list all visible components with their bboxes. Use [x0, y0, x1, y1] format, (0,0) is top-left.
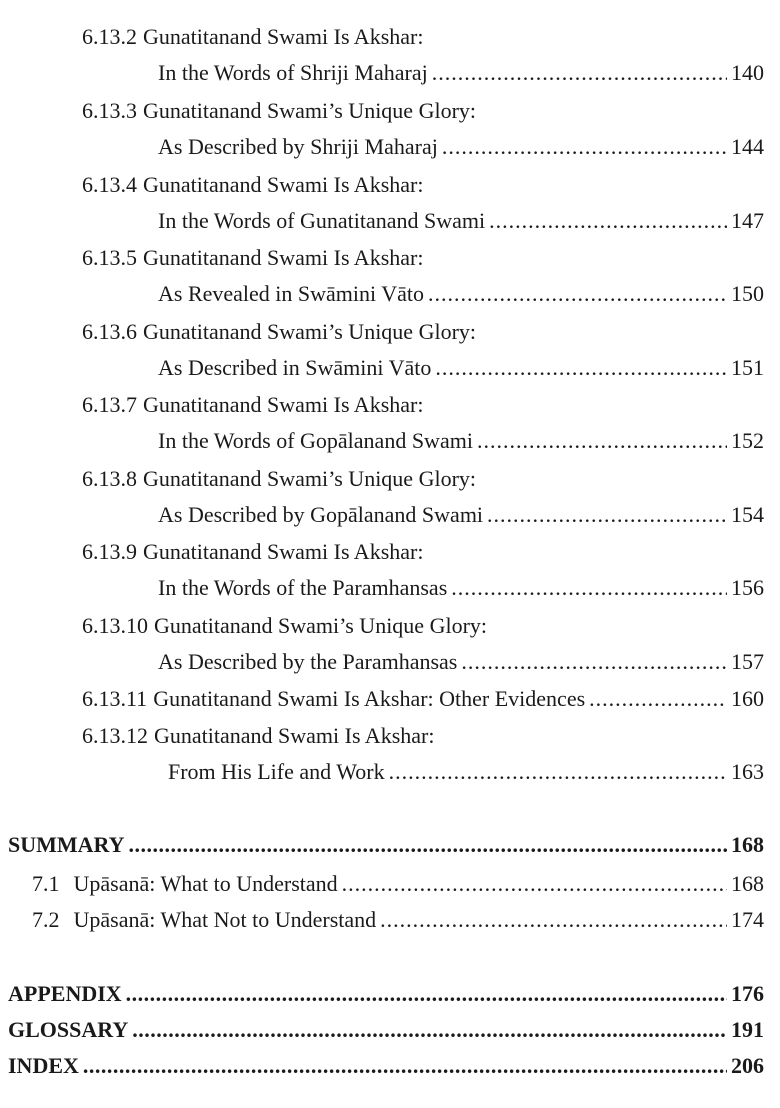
entry-number: 6.13.3: [82, 98, 137, 123]
entry-subtitle: In the Words of the Paramhansas: [158, 575, 448, 600]
page-number: 174: [731, 907, 764, 932]
section-title: SUMMARY: [8, 832, 125, 857]
page-number: 157: [731, 649, 764, 674]
page-number: 206: [731, 1053, 764, 1078]
dot-leader: [487, 500, 727, 530]
page-number: 191: [731, 1017, 764, 1042]
entry-number: 6.13.11: [82, 686, 148, 711]
dot-leader: [589, 684, 727, 714]
page-number: 156: [731, 575, 764, 600]
page-number: 168: [731, 871, 764, 896]
toc-section-appendix[interactable]: [8, 979, 764, 1009]
page-number: 160: [731, 686, 764, 711]
dot-leader: [442, 132, 727, 162]
page-number: 176: [731, 981, 764, 1006]
toc-entry[interactable]: [158, 573, 764, 603]
section-title: APPENDIX: [8, 981, 122, 1006]
toc-entry[interactable]: [158, 206, 764, 236]
page-number: 168: [731, 832, 764, 857]
entry-title: Gunatitanand Swami Is Akshar:: [143, 392, 424, 417]
entry-title: Gunatitanand Swami Is Akshar:: [154, 723, 435, 748]
entry-number: 6.13.2: [82, 24, 137, 49]
entry-title: Gunatitanand Swami’s Unique Glory:: [154, 613, 488, 638]
entry-title: Gunatitanand Swami Is Akshar: Other Evidences: [153, 686, 586, 711]
entry-number: 6.13.8: [82, 466, 137, 491]
page-number: 150: [731, 281, 764, 306]
dot-leader: [129, 830, 727, 860]
entry-title: Gunatitanand Swami’s Unique Glory:: [143, 466, 477, 491]
toc-entry-heading: [82, 243, 762, 273]
entry-title: Upāsanā: What Not to Understand: [73, 907, 377, 932]
entry-title: Gunatitanand Swami Is Akshar:: [143, 172, 424, 197]
toc-section-summary[interactable]: [8, 830, 764, 860]
toc-entry[interactable]: [158, 353, 764, 383]
entry-number: 7.2: [32, 907, 60, 932]
entry-title: Gunatitanand Swami Is Akshar:: [143, 245, 424, 270]
dot-leader: [477, 426, 727, 456]
entry-title: Gunatitanand Swami’s Unique Glory:: [143, 319, 477, 344]
entry-subtitle: As Described by Gopālanand Swami: [158, 502, 484, 527]
entry-number: 6.13.4: [82, 172, 137, 197]
entry-subtitle: As Described in Swāmini Vāto: [158, 355, 432, 380]
entry-subtitle: In the Words of Gunatitanand Swami: [158, 208, 486, 233]
entry-subtitle: As Described by Shriji Maharaj: [158, 134, 438, 159]
entry-number: 6.13.10: [82, 613, 148, 638]
dot-leader: [428, 279, 727, 309]
toc-entry-heading: [82, 96, 762, 126]
toc-entry-heading: [82, 390, 762, 420]
entry-number: 6.13.9: [82, 539, 137, 564]
section-title: INDEX: [8, 1053, 79, 1078]
dot-leader: [432, 58, 727, 88]
page-number: 140: [731, 60, 764, 85]
dot-leader: [489, 206, 727, 236]
toc-entry[interactable]: [32, 905, 764, 935]
entry-number: 6.13.6: [82, 319, 137, 344]
toc-entry-heading: [82, 464, 762, 494]
entry-subtitle: From His Life and Work: [168, 759, 385, 784]
page-number: 144: [731, 134, 764, 159]
toc-entry[interactable]: [158, 132, 764, 162]
dot-leader: [451, 573, 727, 603]
section-title: GLOSSARY: [8, 1017, 129, 1042]
dot-leader: [342, 869, 727, 899]
dot-leader: [380, 905, 727, 935]
page-number: 151: [731, 355, 764, 380]
toc-entry[interactable]: [82, 684, 764, 714]
dot-leader: [132, 1015, 727, 1045]
entry-title: Upāsanā: What to Understand: [73, 871, 338, 896]
toc-entry[interactable]: [32, 869, 764, 899]
toc-entry[interactable]: [158, 279, 764, 309]
entry-subtitle: As Revealed in Swāmini Vāto: [158, 281, 424, 306]
page-number: 152: [731, 428, 764, 453]
toc-entry-heading: [82, 537, 762, 567]
toc-section-glossary[interactable]: [8, 1015, 764, 1045]
page-number: 163: [731, 759, 764, 784]
entry-subtitle: In the Words of Gopālanand Swami: [158, 428, 473, 453]
entry-title: Gunatitanand Swami Is Akshar:: [143, 539, 424, 564]
entry-number: 6.13.7: [82, 392, 137, 417]
toc-entry[interactable]: [168, 757, 764, 787]
dot-leader: [435, 353, 727, 383]
toc-section-index[interactable]: [8, 1051, 764, 1081]
entry-number: 7.1: [32, 871, 60, 896]
toc-entry-heading: [82, 721, 762, 751]
toc-entry[interactable]: [158, 647, 764, 677]
dot-leader: [389, 757, 727, 787]
toc-entry[interactable]: [158, 58, 764, 88]
entry-title: Gunatitanand Swami’s Unique Glory:: [143, 98, 477, 123]
dot-leader: [126, 979, 727, 1009]
toc-entry-heading: [82, 22, 762, 52]
dot-leader: [83, 1051, 727, 1081]
toc-entry-heading: [82, 317, 762, 347]
entry-subtitle: As Described by the Paramhansas: [158, 649, 458, 674]
entry-subtitle: In the Words of Shriji Maharaj: [158, 60, 428, 85]
entry-number: 6.13.5: [82, 245, 137, 270]
entry-number: 6.13.12: [82, 723, 148, 748]
toc-entry-heading: [82, 170, 762, 200]
toc-entry-heading: [82, 611, 762, 641]
entry-title: Gunatitanand Swami Is Akshar:: [143, 24, 424, 49]
toc-entry[interactable]: [158, 500, 764, 530]
page-number: 147: [731, 208, 764, 233]
dot-leader: [461, 647, 727, 677]
page-number: 154: [731, 502, 764, 527]
toc-entry[interactable]: [158, 426, 764, 456]
